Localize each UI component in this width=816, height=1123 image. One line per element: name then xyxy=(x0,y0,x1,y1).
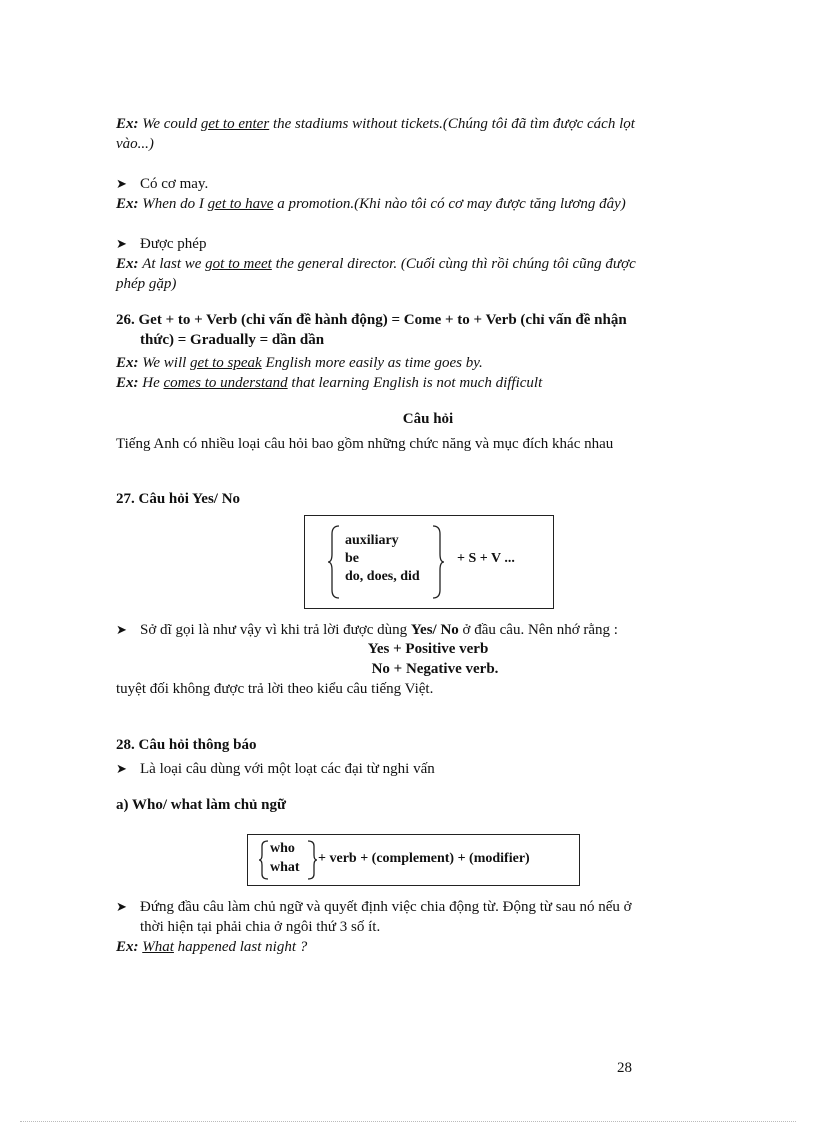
arrow-bullet-icon: ➤ xyxy=(116,761,127,776)
formula-item: what xyxy=(270,860,300,875)
left-brace-icon xyxy=(258,839,270,881)
arrow-bullet-icon: ➤ xyxy=(116,176,127,191)
example-line: Ex: We will get to speak English more easily as time goes by. xyxy=(116,355,483,371)
left-brace-icon xyxy=(327,524,341,600)
arrow-bullet-icon: ➤ xyxy=(116,236,127,251)
section-heading: Câu hỏi xyxy=(402,411,454,427)
right-brace-icon xyxy=(431,524,445,600)
example-line: Ex: We could get to enter the stadiums without tickets.(Chúng tôi đã tìm được cách lọt xyxy=(116,116,635,132)
arrow-bullet-icon: ➤ xyxy=(116,622,127,637)
section-26-title-cont: thức) = Gradually = dần dần xyxy=(140,332,325,348)
example-line: Ex: At last we got to meet the general director. (Cuối cùng thì rồi chúng tôi cũng được xyxy=(116,256,636,272)
example-line: Ex: When do I get to have a promotion.(Khi nào tôi có cơ may được tăng lương đây) xyxy=(116,196,626,212)
page-bottom-rule xyxy=(20,1121,796,1122)
bullet-continuation: thời hiện tại phải chia ở ngôi thứ 3 số ít. xyxy=(140,919,381,935)
bullet-item: ➤ Là loại câu dùng với một loạt các đại từ nghi vấn xyxy=(116,761,435,777)
formula-tail: + S + V ... xyxy=(457,551,515,566)
page-number: 28 xyxy=(617,1060,632,1076)
bullet-item: ➤ Có cơ may. xyxy=(116,176,209,192)
rule-line: No + Negative verb. xyxy=(371,661,499,677)
example-continuation: vào...) xyxy=(116,136,154,152)
formula-box-yes-no xyxy=(304,515,554,609)
bullet-item: ➤ Được phép xyxy=(116,236,207,252)
formula-item: who xyxy=(270,841,295,856)
intro-text: Tiếng Anh có nhiều loại câu hỏi bao gồm những chức năng và mục đích khác nhau xyxy=(116,436,614,452)
example-line: Ex: He comes to understand that learning English is not much difficult xyxy=(116,375,543,391)
formula-item: auxiliary xyxy=(345,533,399,548)
rule-line: Yes + Positive verb xyxy=(367,641,489,657)
example-line: Ex: What happened last night ? xyxy=(116,939,308,955)
section-28-title: 28. Câu hỏi thông báo xyxy=(116,737,257,753)
arrow-bullet-icon: ➤ xyxy=(116,899,127,914)
note-text: tuyệt đối không được trả lời theo kiểu câu tiếng Việt. xyxy=(116,681,434,697)
formula-tail: + verb + (complement) + (modifier) xyxy=(318,851,530,866)
example-continuation: phép gặp) xyxy=(116,276,177,292)
section-26-title: 26. Get + to + Verb (chỉ vấn đề hành động) = Come + to + Verb (chỉ vấn đề nhận xyxy=(116,312,627,328)
formula-item: do, does, did xyxy=(345,569,420,584)
formula-item: be xyxy=(345,551,359,566)
bullet-item: ➤ Đứng đầu câu làm chủ ngữ và quyết định việc chia động từ. Động từ sau nó nếu ở xyxy=(116,899,632,915)
bullet-item: ➤ Sở dĩ gọi là như vậy vì khi trả lời được dùng Yes/ No ở đầu câu. Nên nhớ rằng : xyxy=(116,622,618,638)
formula-box-who-what xyxy=(247,834,580,886)
right-brace-icon xyxy=(306,839,318,881)
subsection-title: a) Who/ what làm chủ ngữ xyxy=(116,797,287,813)
section-27-title: 27. Câu hỏi Yes/ No xyxy=(116,491,241,507)
